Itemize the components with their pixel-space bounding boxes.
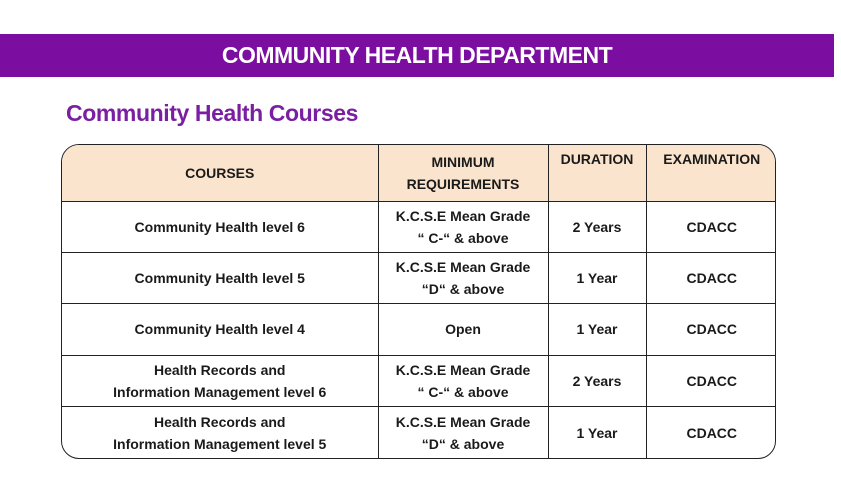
requirements-cell bbox=[378, 252, 548, 303]
header-requirements bbox=[378, 145, 548, 201]
requirement-line2: “ C-“ & above bbox=[417, 229, 509, 246]
courses-table bbox=[61, 144, 776, 459]
requirement-line1: K.C.S.E Mean Grade bbox=[395, 361, 531, 378]
duration-cell: 1 Year bbox=[548, 252, 646, 303]
examination-cell: CDACC bbox=[646, 304, 776, 355]
table-row bbox=[62, 407, 776, 458]
requirement-line1: K.C.S.E Mean Grade bbox=[395, 259, 531, 276]
header-courses: COURSES bbox=[62, 145, 378, 201]
duration-cell: 2 Years bbox=[548, 201, 646, 252]
examination-cell: CDACC bbox=[646, 201, 776, 252]
course-name-line1: Community Health level 6 bbox=[134, 218, 305, 235]
table-row bbox=[62, 201, 776, 252]
header-duration: DURATION bbox=[548, 145, 646, 201]
course-cell bbox=[62, 355, 378, 406]
course-cell bbox=[62, 252, 378, 303]
course-name-line1: Health Records and bbox=[154, 413, 286, 430]
section-title: Community Health Courses bbox=[66, 100, 359, 126]
requirement-line1: Open bbox=[445, 321, 481, 338]
duration-cell: 2 Years bbox=[548, 355, 646, 406]
duration-cell: 1 Year bbox=[548, 407, 646, 458]
requirement-line2: “D“ & above bbox=[421, 281, 505, 298]
course-cell bbox=[62, 407, 378, 458]
requirements-cell bbox=[378, 407, 548, 458]
course-name-line2: Information Management level 6 bbox=[113, 383, 327, 400]
duration-cell: 1 Year bbox=[548, 304, 646, 355]
examination-cell: CDACC bbox=[646, 252, 776, 303]
header-requirements-line1: MINIMUM bbox=[431, 153, 495, 170]
requirements-cell bbox=[378, 355, 548, 406]
table-row bbox=[62, 355, 776, 406]
requirements-cell bbox=[378, 304, 548, 355]
table-row bbox=[62, 304, 776, 355]
course-name-line1: Community Health level 4 bbox=[134, 321, 305, 338]
course-name-line1: Health Records and bbox=[154, 361, 286, 378]
examination-cell: CDACC bbox=[646, 355, 776, 406]
table-header-row bbox=[62, 145, 776, 201]
course-cell bbox=[62, 201, 378, 252]
course-cell bbox=[62, 304, 378, 355]
table-row bbox=[62, 252, 776, 303]
course-name-line1: Community Health level 5 bbox=[134, 270, 305, 287]
department-banner bbox=[0, 34, 834, 77]
requirements-cell bbox=[378, 201, 548, 252]
header-examination: EXAMINATION bbox=[646, 145, 776, 201]
requirement-line1: K.C.S.E Mean Grade bbox=[395, 413, 531, 430]
requirement-line1: K.C.S.E Mean Grade bbox=[395, 207, 531, 224]
header-requirements-line2: REQUIREMENTS bbox=[406, 175, 520, 192]
requirement-line2: “ C-“ & above bbox=[417, 383, 509, 400]
examination-cell: CDACC bbox=[646, 407, 776, 458]
department-title: COMMUNITY HEALTH DEPARTMENT bbox=[221, 42, 613, 68]
course-name-line2: Information Management level 5 bbox=[113, 435, 327, 452]
requirement-line2: “D“ & above bbox=[421, 435, 505, 452]
